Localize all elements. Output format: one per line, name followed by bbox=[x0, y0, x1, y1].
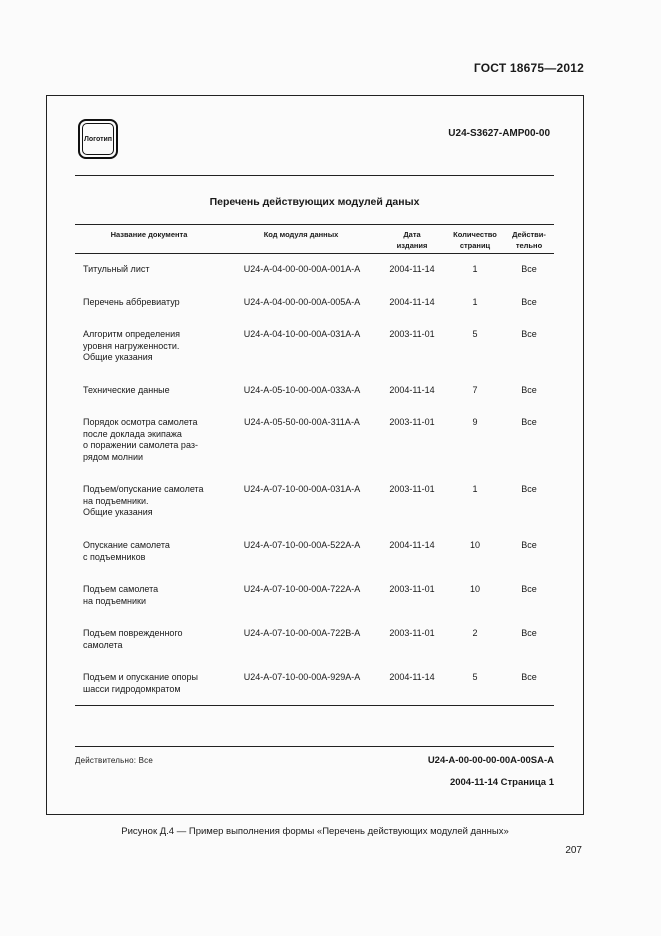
footer-module-code: U24-A-00-00-00-00A-00SA-A bbox=[427, 755, 554, 766]
cell-code: U24-A-04-00-00-00A-005A-A bbox=[243, 297, 361, 307]
col-header-valid: Действи- тельно bbox=[512, 230, 546, 250]
table-bottom-rule bbox=[75, 705, 554, 706]
cell-date: 2004-11-14 bbox=[389, 264, 435, 274]
cell-code: U24-A-07-10-00-00A-031A-A bbox=[243, 484, 361, 494]
cell-date: 2004-11-14 bbox=[389, 672, 435, 682]
col-header-code: Код модуля данных bbox=[263, 230, 339, 239]
cell-name: Подъем и опускание опоры шасси гидродомкратом bbox=[83, 672, 198, 694]
table-header-top-rule bbox=[75, 224, 554, 225]
footer-validity: Действительно: Все bbox=[75, 756, 154, 765]
cell-qty: 10 bbox=[469, 584, 480, 594]
cell-code: U24-A-07-10-00-00A-929A-A bbox=[243, 672, 361, 682]
cell-valid: Все bbox=[521, 584, 537, 594]
standard-number: ГОСТ 18675—2012 bbox=[473, 61, 584, 75]
col-header-qty: Количество страниц bbox=[453, 230, 497, 250]
cell-name: Опускание самолета с подъемников bbox=[83, 540, 170, 562]
cell-date: 2004-11-14 bbox=[389, 540, 435, 550]
cell-name: Подъем/опускание самолета на подъемники. Общие указания bbox=[83, 484, 204, 517]
cell-date: 2004-11-14 bbox=[389, 297, 435, 307]
col-header-date: Дата издания bbox=[396, 230, 428, 250]
cell-valid: Все bbox=[521, 329, 537, 339]
divider-top bbox=[75, 175, 554, 176]
logo bbox=[78, 119, 118, 159]
cell-name: Титульный лист bbox=[83, 264, 150, 274]
cell-valid: Все bbox=[521, 484, 537, 494]
cell-qty: 2 bbox=[472, 628, 478, 638]
cell-date: 2003-11-01 bbox=[389, 484, 435, 494]
cell-date: 2003-11-01 bbox=[389, 417, 435, 427]
cell-name: Подъем самолета на подъемники bbox=[83, 584, 159, 606]
cell-qty: 9 bbox=[472, 417, 478, 427]
cell-qty: 5 bbox=[472, 672, 478, 682]
cell-valid: Все bbox=[521, 628, 537, 638]
cell-code: U24-A-05-10-00-00A-033A-A bbox=[243, 385, 361, 395]
cell-valid: Все bbox=[521, 540, 537, 550]
document-code: U24-S3627-AMP00-00 bbox=[448, 128, 550, 139]
form-title: Перечень действующих модулей даных bbox=[209, 196, 420, 208]
table-header-bottom-rule bbox=[75, 253, 554, 254]
cell-code: U24-A-07-10-00-00A-722A-A bbox=[243, 584, 361, 594]
logo-text: Логотип bbox=[82, 123, 114, 155]
cell-qty: 5 bbox=[472, 329, 478, 339]
cell-code: U24-A-07-10-00-00A-522A-A bbox=[243, 540, 361, 550]
cell-code: U24-A-05-50-00-00A-311A-A bbox=[244, 417, 360, 427]
cell-name: Порядок осмотра самолета после доклада экипажа о поражении самолета раз- рядом молнии bbox=[83, 417, 198, 462]
cell-valid: Все bbox=[521, 385, 537, 395]
cell-date: 2003-11-01 bbox=[389, 584, 435, 594]
cell-date: 2003-11-01 bbox=[389, 628, 435, 638]
cell-code: U24-A-04-00-00-00A-001A-A bbox=[243, 264, 361, 274]
col-header-name: Название документа bbox=[110, 230, 188, 239]
cell-qty: 1 bbox=[472, 484, 478, 494]
footer-rule bbox=[75, 746, 554, 747]
cell-name: Алгоритм определения уровня нагруженности. Общие указания bbox=[83, 329, 180, 362]
cell-name: Подъем поврежденного самолета bbox=[83, 628, 183, 650]
cell-qty: 7 bbox=[472, 385, 478, 395]
cell-name: Технические данные bbox=[83, 385, 170, 395]
cell-code: U24-A-07-10-00-00A-722B-A bbox=[243, 628, 361, 638]
cell-qty: 10 bbox=[469, 540, 480, 550]
cell-name: Перечень аббревиатур bbox=[83, 297, 180, 307]
cell-valid: Все bbox=[521, 264, 537, 274]
footer-date-page: 2004-11-14 Страница 1 bbox=[449, 777, 554, 788]
cell-qty: 1 bbox=[472, 297, 478, 307]
cell-code: U24-A-04-10-00-00A-031A-A bbox=[243, 329, 361, 339]
page-number: 207 bbox=[565, 845, 582, 856]
cell-valid: Все bbox=[521, 297, 537, 307]
cell-valid: Все bbox=[521, 417, 537, 427]
cell-date: 2004-11-14 bbox=[389, 385, 435, 395]
cell-qty: 1 bbox=[472, 264, 478, 274]
cell-valid: Все bbox=[521, 672, 537, 682]
cell-date: 2003-11-01 bbox=[389, 329, 435, 339]
figure-caption: Рисунок Д.4 — Пример выполнения формы «Перечень действующих модулей данных» bbox=[121, 826, 509, 837]
